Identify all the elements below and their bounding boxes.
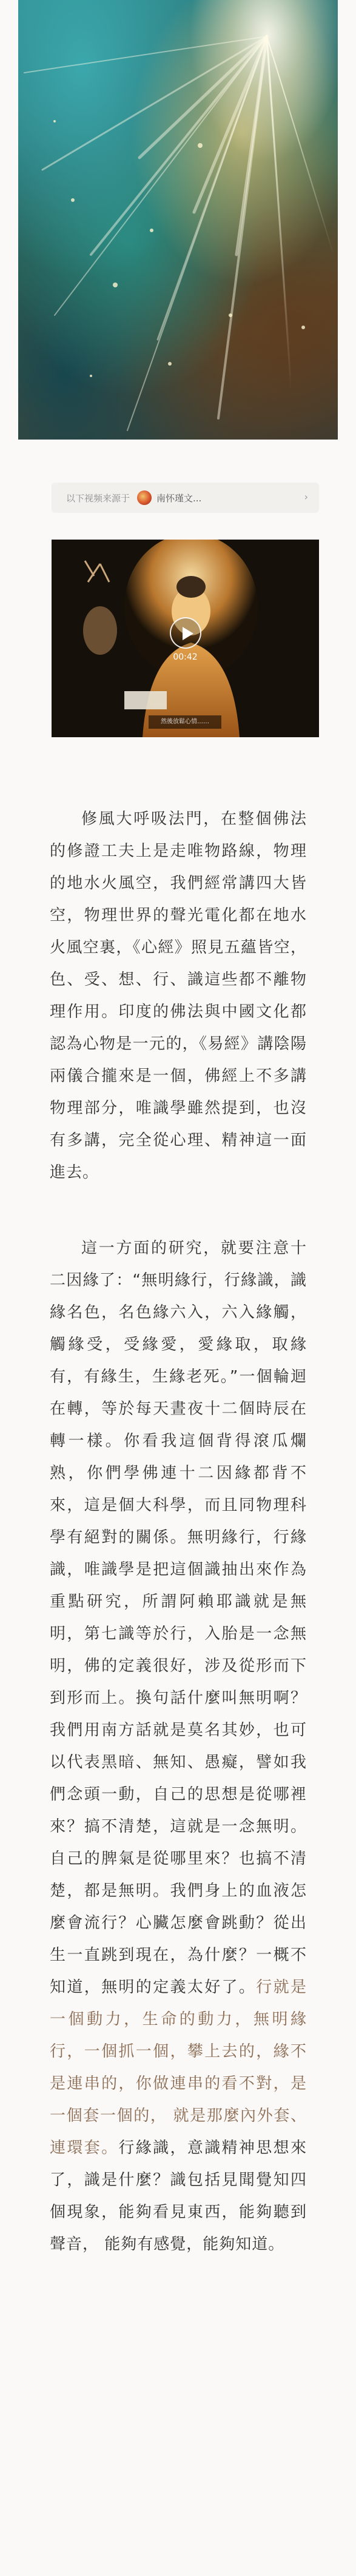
paragraph-2-tail: 行緣識，意識精神思想來了，識是什麼？識包括見聞覺知四個現象，能夠看見東西，能夠聽到聲音， 能夠有感覺，能夠知道。 (50, 2139, 307, 2253)
video-duration: 00:42 (173, 652, 198, 662)
video-source-prefix: 以下视频来源于 (66, 492, 130, 504)
video-source-channel[interactable]: 南怀瑾文... (156, 492, 202, 504)
video-player[interactable] (52, 540, 319, 737)
paragraph-2-text: 這一方面的研究，就要注意十二因緣了：“無明緣行，行緣識，識緣名色，名色緣六入，六入緣觸，觸緣受，受緣愛，愛緣取，取緣有，有緣生，生緣老死。”一個輪迴在轉，等於每天晝夜十二個時辰在轉一樣。你看我這個背得滾瓜爛熟，你們學佛連十二因緣都背不來，這是個大科學，而且同物理科學有絕對的關係。無明緣行，行緣識，唯識學是把這個識抽出來作為重點研究，所謂阿賴耶識就是無明，第七識等於行，入胎是一念無明，佛的定義很好，涉及從形而下到形而上。換句話什麼叫無明啊？我們用南方話就是莫名其妙，也可以代表黑暗、無知、愚癡，譬如我們念頭一動，自己的思想是從哪裡來？搞不清楚，這就是一念無明。自己的脾氣是從哪里來？也搞不清楚，都是無明。我們身上的血液怎麼會流行？心臟怎麼會跳動？從出生一直跳到現在，為什麼？一概不知道，無明的定義太好了。 (50, 1239, 307, 1996)
play-icon[interactable] (170, 617, 201, 649)
hero-image (18, 0, 338, 440)
article-paragraph-1: 修風大呼吸法門，在整個佛法的修證工夫上是走唯物路線，物理的地水火風空，我們經常講四大皆空，物理世界的聲光電化都在地水火風空裏，《心經》照見五蘊皆空，色、受、想、行、識這些都不離物理作用。印度的佛法與中國文化都認為心物是一元的，《易經》講陰陽兩儀合攏來是一個，佛經上不多講物理部分，唯識學雖然提到，也沒有多講，完全從心理、精神這一面進去。 (50, 810, 307, 1182)
channel-avatar-icon (137, 490, 152, 505)
video-source-bar[interactable] (52, 483, 319, 513)
paragraph-2-highlight: 行就是一個動力，生命的動力，無明緣行，一個抓一個，攀上去的，緣不是連串的，你做連串的看不對，是一個套一個的， 就是那麼內外套、連環套。 (50, 1978, 307, 2157)
hero-light-rays (18, 0, 338, 440)
chevron-right-icon: › (304, 491, 308, 503)
article-paragraph-2 (50, 1233, 307, 2261)
video-subtitle: 然後放鬆心情…… (149, 715, 221, 729)
